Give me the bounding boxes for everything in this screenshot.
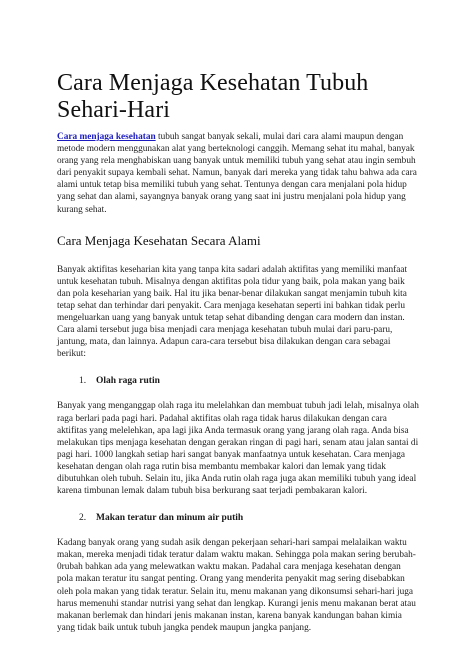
intro-text: tubuh sangat banyak sekali, mulai dari cara alami maupun dengan metode modern menggunakan alat yang berteknologi canggih. Memang sehat itu mahal, banyak orang yang rela menghabiskan uang banyak untuk memiliki tubuh yang sehat atau ingin sembuh dari penyakit supaya kembali sehat. Namun, banyak dari mereka yang tidak tahu bahwa ada cara alami untuk tetap bisa memiliki tubuh yang sehat. Tentunya dengan cara menjalani pola hidup yang sehat dan alami, sayangnya banyak orang yang saat ini justru menjalani pola hidup yang kurang sehat. <box>57 132 417 215</box>
list-item-label: Olah raga rutin <box>96 376 160 387</box>
section-paragraph: Banyak aktifitas keseharian kita yang tanpa kita sadari adalah aktifitas yang memiliki manfaat untuk kesehatan tubuh. Misalnya dengan aktifitas pola tidur yang baik, pola makan yang baik dan pola keseharian yang baik. Hal itu jika benar-benar dilakukan sangat menjamin tubuh kita tetap sehat dan terhindar dari penyakit. Cara menjaga kesehatan seperti ini bahkan tidak perlu mengeluarkan uang yang banyak untuk tetap sehat dibanding dengan cara modern dan instan. Cara alami tersebut juga bisa menjadi cara menjaga kesehatan tubuh mulai dari paru-paru, jantung, mata, dan lainnya. Adapun cara-cara tersebut bisa dilakukan dengan cara sebagai berikut: <box>57 264 408 360</box>
intro-link[interactable]: Cara menjaga kesehatan <box>57 132 156 142</box>
list-item-number: 2. <box>79 513 87 524</box>
document-page <box>57 70 419 634</box>
list-item-number: 1. <box>79 376 87 387</box>
list-item-2 <box>79 512 419 524</box>
list-item-label: Makan teratur dan minum air putih <box>96 513 244 524</box>
list-item-1 <box>79 375 419 387</box>
page-title: Cara Menjaga Kesehatan Tubuh Sehari-Hari <box>57 70 369 123</box>
intro-paragraph <box>57 131 419 216</box>
section-heading: Cara Menjaga Kesehatan Secara Alami <box>57 232 261 248</box>
list-item-1-text: Banyak yang menganggap olah raga itu melelahkan dan membuat tubuh jadi lelah, misalnya olah raga berlari pada pagi hari. Padahal aktifitas olah raga tidak harus dilakukan dengan cara aktifitas yang melelehkan, apa lagi jika Anda termasuk orang yang jarang olah raga. Anda bisa melakukan tips menjaga kesehatan dengan gerakan ringan di pagi hari, senam atau jalan santai di pagi hari. 1000 langkah setiap hari sangat banyak manfaatnya untuk kesehatan. Cara menjaga kesehatan dengan olah raga rutin bisa membantu membakar kalori dan lemak yang tidak dibutuhkan oleh tubuh. Selain itu, jika Anda rutin olah raga juga akan memiliki tubuh yang ideal karena timbunan lemak dalam tubuh bisa berkurang saat terjadi pembakaran kalori. <box>57 401 419 497</box>
list-item-2-text: Kadang banyak orang yang sudah asik dengan pekerjaan sehari-hari sampai melalaikan waktu makan, mereka menjadi tidak teratur dalam waktu makan. Sehingga pola makan sering berubah-0rubah bahkan ada yang melewatkan waktu makan. Padahal cara menjaga kesehatan dengan pola makan teratur itu sangat penting. Orang yang menderita penyakit mag sering disebabkan oleh pola makan yang tidak teratur. Selain itu, menu makanan yang dikonsumsi sehari-hari juga harus memenuhi standar nutrisi yang sehat dan lengkap. Kurangi jenis menu makanan berat atau makanan berlemak dan hindari jenis makanan instan, karena banyak kandungan bahan kimia yang tidak baik untuk tubuh jangka pendek maupun jangka panjang. <box>57 538 416 633</box>
